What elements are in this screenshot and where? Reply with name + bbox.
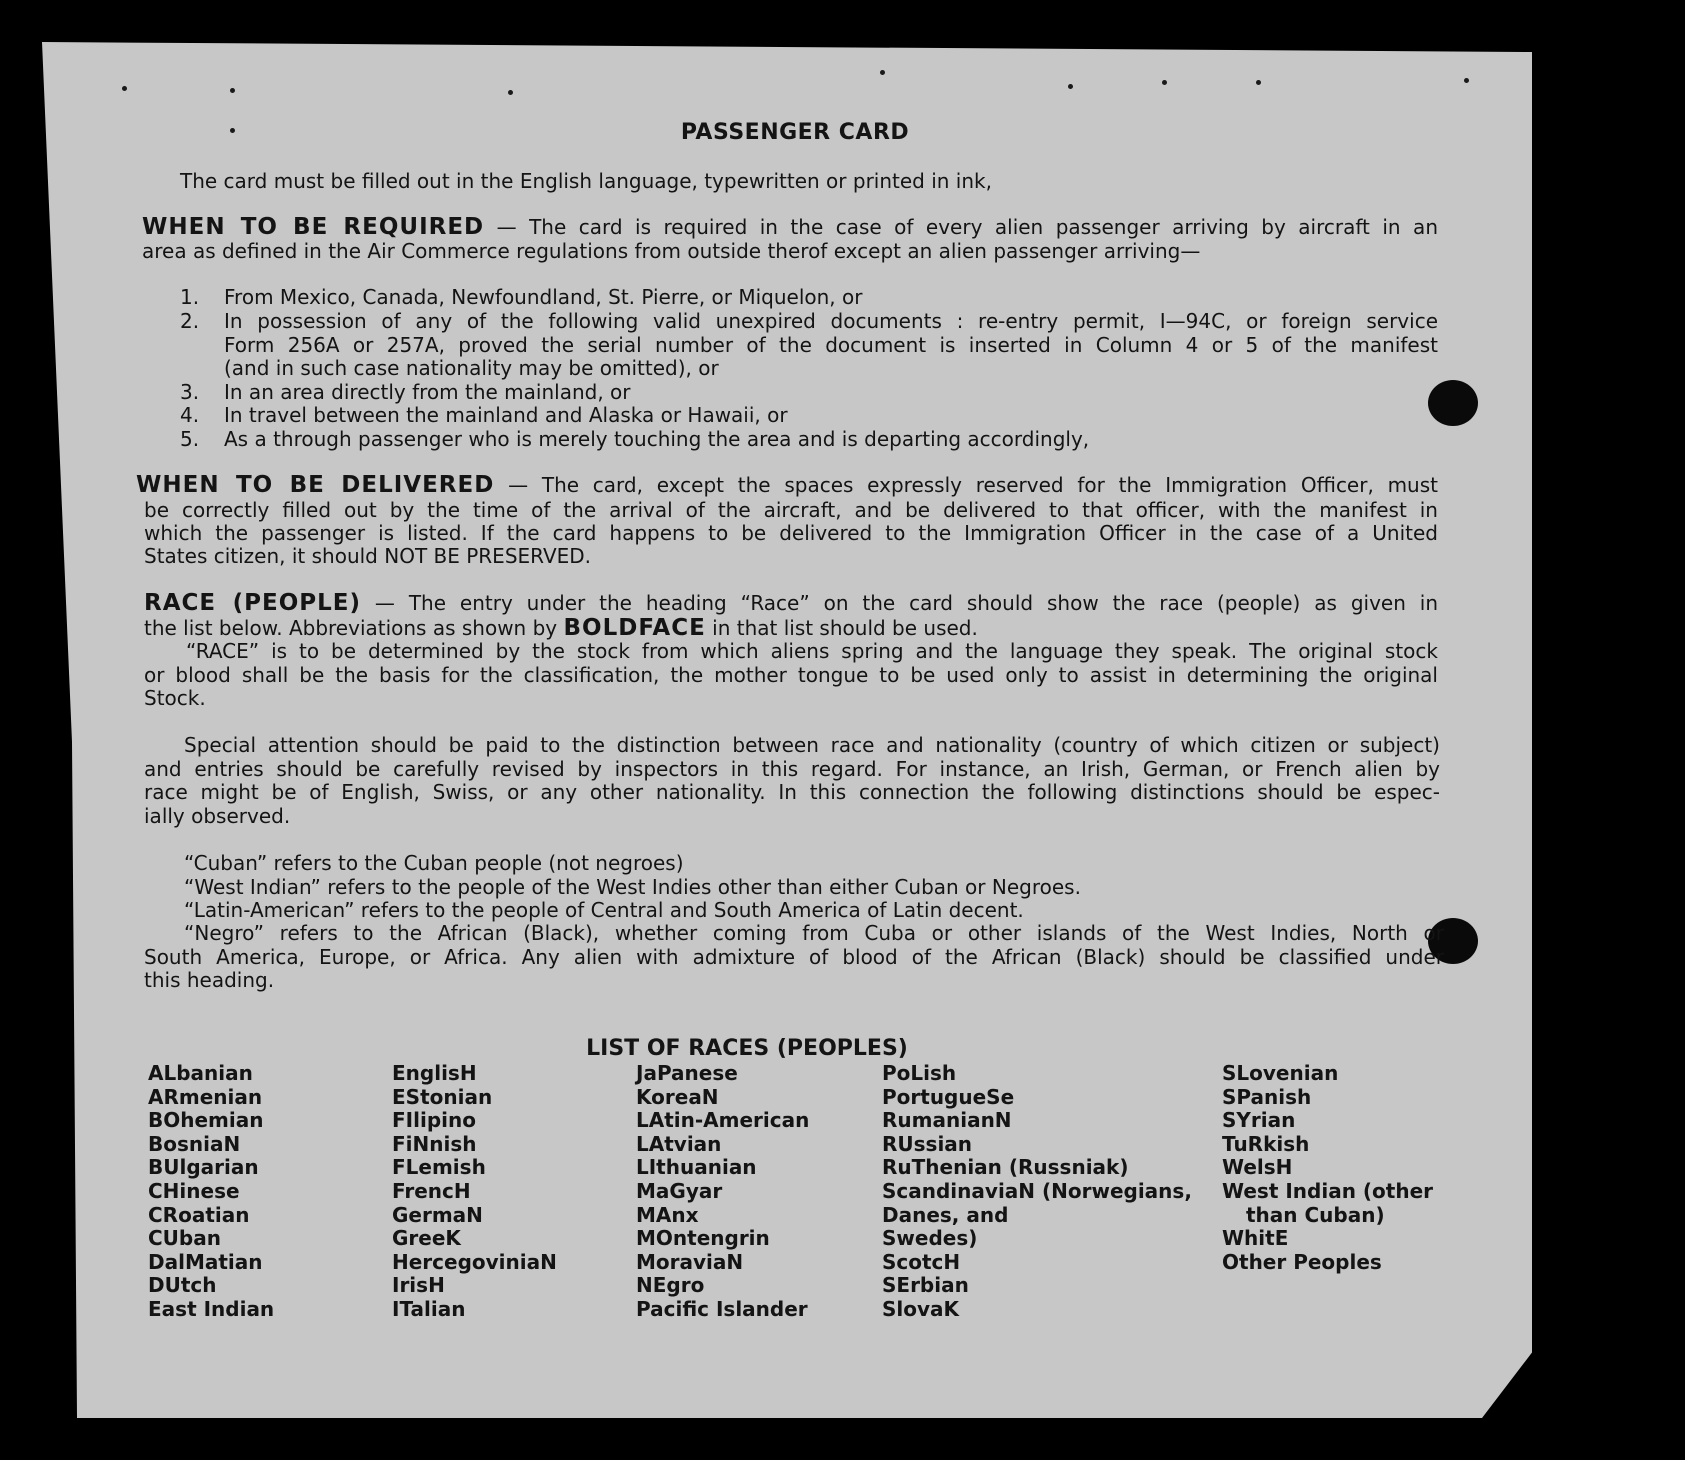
race-entry: CRoatian: [148, 1202, 250, 1227]
required-item-5: 5. As a through passenger who is merely touching the area and is departing accordingly,: [180, 427, 1090, 451]
race-entry: GermaN: [392, 1202, 483, 1227]
race-entry: MAnx: [636, 1202, 699, 1227]
race-entry: IrisH: [392, 1273, 445, 1298]
race-entry: NEgro: [636, 1273, 705, 1298]
race-para3: Special attention should be paid to the distinction between race and nationality (country of which citizen or subject): [184, 733, 1440, 757]
race-entry: PoLish: [882, 1061, 957, 1085]
race-entry: FIlipino: [392, 1108, 476, 1133]
race-entry: LIthuanian: [636, 1155, 757, 1180]
race-entry: Other Peoples: [1222, 1249, 1382, 1274]
race-entry: RumanianN: [882, 1108, 1012, 1133]
required-heading: WHEN TO BE REQUIRED: [142, 214, 485, 240]
race-entry: Swedes): [882, 1226, 978, 1251]
speck: [1256, 80, 1261, 85]
distinction-negro: South America, Europe, or Africa. Any alien with admixture of blood of the African (Black) should be classified under: [144, 945, 1444, 969]
race-para3: and entries should be carefully revised by inspectors in this regard. For instance, an Irish, German, or French alien by: [144, 757, 1440, 781]
speck: [880, 70, 885, 75]
race-entry: BUlgarian: [148, 1155, 259, 1180]
race-entry: BosniaN: [148, 1131, 241, 1156]
race-entry: MOntengrin: [636, 1226, 770, 1251]
speck: [1464, 78, 1469, 83]
race-entry: EnglisH: [392, 1061, 477, 1085]
race-entry: Danes, and: [882, 1202, 1009, 1227]
race-entry: JaPanese: [636, 1061, 738, 1085]
race-entry: DUtch: [148, 1273, 217, 1298]
race-entry: SYrian: [1222, 1108, 1296, 1133]
race-heading-line: RACE (PEOPLE) — The entry under the heading “Race” on the card should show the race (people) as given in: [144, 590, 1439, 616]
required-item-2: 2. In possession of any of the following valid unexpired documents : re-entry permit, I—94C, or foreign service: [180, 309, 1438, 333]
race-para2: or blood shall be the basis for the classification, the mother tongue to be used only to assist in determining the original: [144, 663, 1438, 687]
race-entry: FrencH: [392, 1178, 471, 1203]
race-entry: West Indian (other: [1222, 1178, 1433, 1203]
race-entry: BOhemian: [148, 1108, 264, 1133]
delivered-text: be correctly filled out by the time of the arrival of the aircraft, and be delivered to that officer, with the manifest in: [144, 498, 1438, 522]
race-entry: RuThenian (Russniak): [882, 1155, 1129, 1180]
race-entry: CHinese: [148, 1178, 240, 1203]
race-column-1: [148, 1062, 274, 1322]
speck: [230, 88, 235, 93]
delivered-text: States citizen, it should NOT BE PRESERVED.: [144, 544, 592, 568]
race-entry: LAtvian: [636, 1131, 722, 1156]
speck: [122, 86, 127, 91]
race-entry: SErbian: [882, 1273, 969, 1298]
speck: [1162, 80, 1167, 85]
distinction-negro: “Negro” refers to the African (Black), whether coming from Cuba or other islands of the West Indies, North or: [184, 921, 1444, 945]
race-entry: ALbanian: [148, 1061, 253, 1085]
bleed-through-mark: [780, 690, 787, 715]
race-para3: race might be of English, Swiss, or any other nationality. In this connection the following distinctions should be espec-: [144, 780, 1440, 804]
race-para2: “RACE” is to be determined by the stock from which aliens spring and the language they speak. The original stock: [186, 639, 1438, 663]
race-entry: than Cuban): [1246, 1202, 1385, 1227]
race-entry: PortugueSe: [882, 1084, 1015, 1109]
page-title: PASSENGER CARD: [680, 120, 910, 145]
distinction-cuban: “Cuban” refers to the Cuban people (not negroes): [184, 851, 684, 875]
race-entry: Pacific Islander: [636, 1296, 808, 1321]
required-text: — The card is required in the case of every alien passenger arriving by aircraft in an: [496, 215, 1438, 239]
race-entry: ScotcH: [882, 1249, 961, 1274]
required-item-1: 1. From Mexico, Canada, Newfoundland, St. Pierre, or Miquelon, or: [180, 285, 863, 309]
race-entry: ARmenian: [148, 1084, 263, 1109]
speck: [508, 90, 513, 95]
race-entry: EStonian: [392, 1084, 493, 1109]
race-entry: WelsH: [1222, 1155, 1293, 1180]
race-entry: WhitE: [1222, 1226, 1289, 1251]
race-column-4: [882, 1062, 1192, 1322]
race-entry: SlovaK: [882, 1296, 960, 1321]
race-entry: LAtin-American: [636, 1108, 810, 1133]
race-text: the list below. Abbreviations as shown by BOLDFACE in that list should be used.: [144, 615, 978, 641]
race-column-5: [1222, 1062, 1433, 1274]
delivered-text: which the passenger is listed. If the card happens to be delivered to the Immigration Officer in the case of a United: [144, 521, 1438, 545]
race-entry: SLovenian: [1222, 1061, 1339, 1085]
punch-hole-top: [1428, 380, 1478, 426]
delivered-heading-line: WHEN TO BE DELIVERED — The card, except the spaces expressly reserved for the Immigration Officer, must: [136, 472, 1438, 498]
list-title: LIST OF RACES (PEOPLES): [586, 1036, 908, 1061]
distinction-negro: this heading.: [144, 968, 275, 992]
race-entry: TuRkish: [1222, 1131, 1310, 1156]
race-entry: FiNnish: [392, 1131, 477, 1156]
race-column-3: [636, 1062, 809, 1322]
race-entry: MoraviaN: [636, 1249, 744, 1274]
race-para2: Stock.: [144, 686, 206, 710]
required-item-2-cont: Form 256A or 257A, proved the serial number of the document is inserted in Column 4 or 5 of the manifest: [224, 333, 1438, 357]
required-item-4: 4. In travel between the mainland and Alaska or Hawaii, or: [180, 403, 788, 427]
required-item-2-cont: (and in such case nationality may be omitted), or: [224, 356, 719, 380]
intro-text: The card must be filled out in the English language, typewritten or printed in ink,: [180, 169, 992, 193]
race-entry: GreeK: [392, 1226, 461, 1251]
speck: [1068, 84, 1073, 89]
delivered-heading: WHEN TO BE DELIVERED: [136, 472, 495, 498]
race-entry: FLemish: [392, 1155, 486, 1180]
required-item-3: 3. In an area directly from the mainland, or: [180, 380, 631, 404]
race-entry: RUssian: [882, 1131, 973, 1156]
race-heading: RACE (PEOPLE): [144, 590, 362, 616]
race-para3: ially observed.: [144, 804, 291, 828]
required-text-line2: area as defined in the Air Commerce regulations from outside therof except an alien passenger arriving—: [142, 239, 1201, 263]
race-column-2: [392, 1062, 557, 1322]
distinction-latin-american: “Latin-American” refers to the people of Central and South America of Latin decent.: [184, 898, 1024, 922]
race-entry: CUban: [148, 1226, 221, 1251]
race-entry: HercegoviniaN: [392, 1249, 557, 1274]
distinction-west-indian: “West Indian” refers to the people of the West Indies other than either Cuban or Negroes.: [184, 875, 1081, 899]
race-entry: KoreaN: [636, 1084, 719, 1109]
race-entry: ScandinaviaN (Norwegians,: [882, 1178, 1192, 1203]
race-entry: ITalian: [392, 1296, 466, 1321]
race-entry: SPanish: [1222, 1084, 1312, 1109]
race-entry: MaGyar: [636, 1178, 723, 1203]
required-heading-line: [142, 216, 1438, 240]
race-entry: DalMatian: [148, 1249, 263, 1274]
race-entry: East Indian: [148, 1296, 275, 1321]
